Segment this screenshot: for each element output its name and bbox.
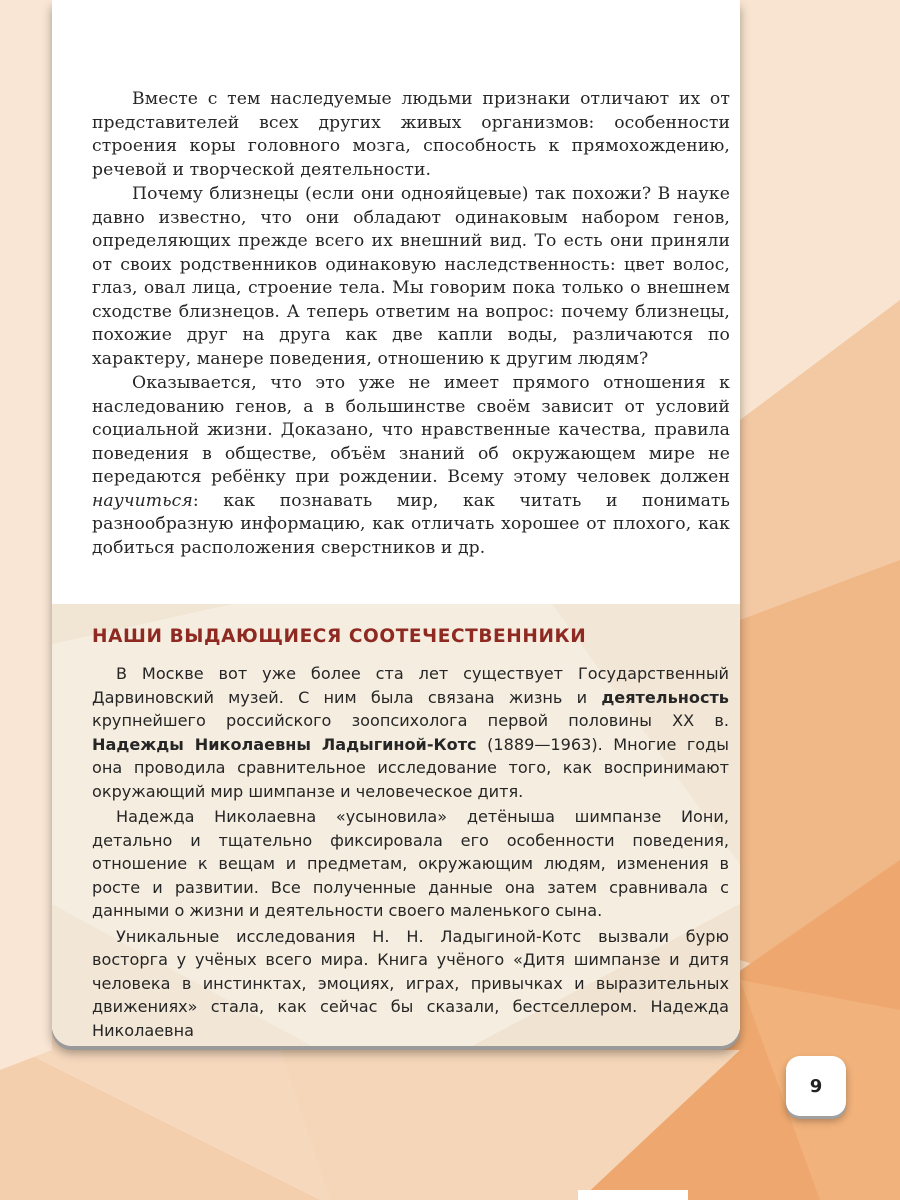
box-p1-part-c: крупнейшего российского зоопсихолога первой половины XX в.	[92, 711, 729, 730]
box-p1-part-a: В Москве вот уже более ста лет существует Государственный Дарвиновский музей. С ним была связана жизнь и	[92, 664, 729, 707]
paragraph-2: Почему близнецы (если они однояйцевые) так похожи? В науке давно известно, что они обладают одинаковым набором генов, определяющих прежде всего их внешний вид. То есть они приняли от своих родственников одинаковую наследственность: цвет волос, глаз, овал лица, строение тела. Мы говорим пока только о внешнем сходстве близнецов. А теперь ответим на вопрос: почему близнецы, похожие друг на друга как две капли воды, различаются по характеру, манере поведения, отношению к другим людям?	[92, 184, 730, 369]
italic-term: научиться	[92, 490, 193, 511]
box-paragraph-2: Надежда Николаевна «усыновила» детёныша шимпанзе Иони, детально и тщательно фиксировала его особенности поведения, отношение к вещам и предметам, окружающим людям, изменения в росте и развитии. Все полученные данные она затем сравнивала с данными о жизни и деятельности своего маленького сына.	[92, 807, 729, 920]
paragraph-1: Вместе с тем наследуемые людьми признаки отличают их от представителей всех других живых организмов: особенности строения коры головного мозга, способность к прямохождению, речевой и творческой деятельности.	[92, 89, 730, 180]
box-text	[92, 662, 729, 1044]
paragraph-3	[92, 372, 730, 560]
paragraph-3-part-a: Оказывается, что это уже не имеет прямого отношения к наследованию генов, а в большинстве своём зависит от условий социальной жизни. Доказано, что нравственные качества, правила поведения в обществе, объём знаний об окружающем мире не передаются ребёнку при рождении. Всему этому человек должен	[92, 373, 730, 487]
content-card	[52, 0, 740, 1046]
page-number: 9	[786, 1056, 846, 1116]
paragraph-3-part-b: : как познавать мир, как читать и понимать разнообразную информацию, как отличать хорошее от плохого, как добиться расположения сверстников и др.	[92, 490, 730, 558]
box-paragraph-3: Уникальные исследования Н. Н. Ладыгиной-Котс вызвали бурю восторга у учёных всего мира. Книга учёного «Дитя шимпанзе и дитя человека в инстинктах, эмоциях, играх, привычках и выразительных движениях» стала, как сейчас бы сказали, бестселлером. Надежда Николаевна	[92, 926, 729, 1040]
box-paragraph-1	[92, 662, 729, 803]
box-p1-part-d: (1889—1963). Многие годы она проводила сравнительное исследование того, как воспринимают окружающий мир шимпанзе и человеческое дитя.	[92, 734, 729, 801]
box-title: НАШИ ВЫДАЮЩИЕСЯ СООТЕЧЕСТВЕННИКИ	[92, 626, 587, 647]
highlight-box	[52, 604, 740, 1046]
bold-term: деятельность	[601, 687, 729, 707]
bold-name: Надежды Николаевны Ладыгиной-Котс	[92, 734, 477, 754]
bottom-edge-strip	[578, 1190, 688, 1200]
main-text	[92, 88, 730, 561]
